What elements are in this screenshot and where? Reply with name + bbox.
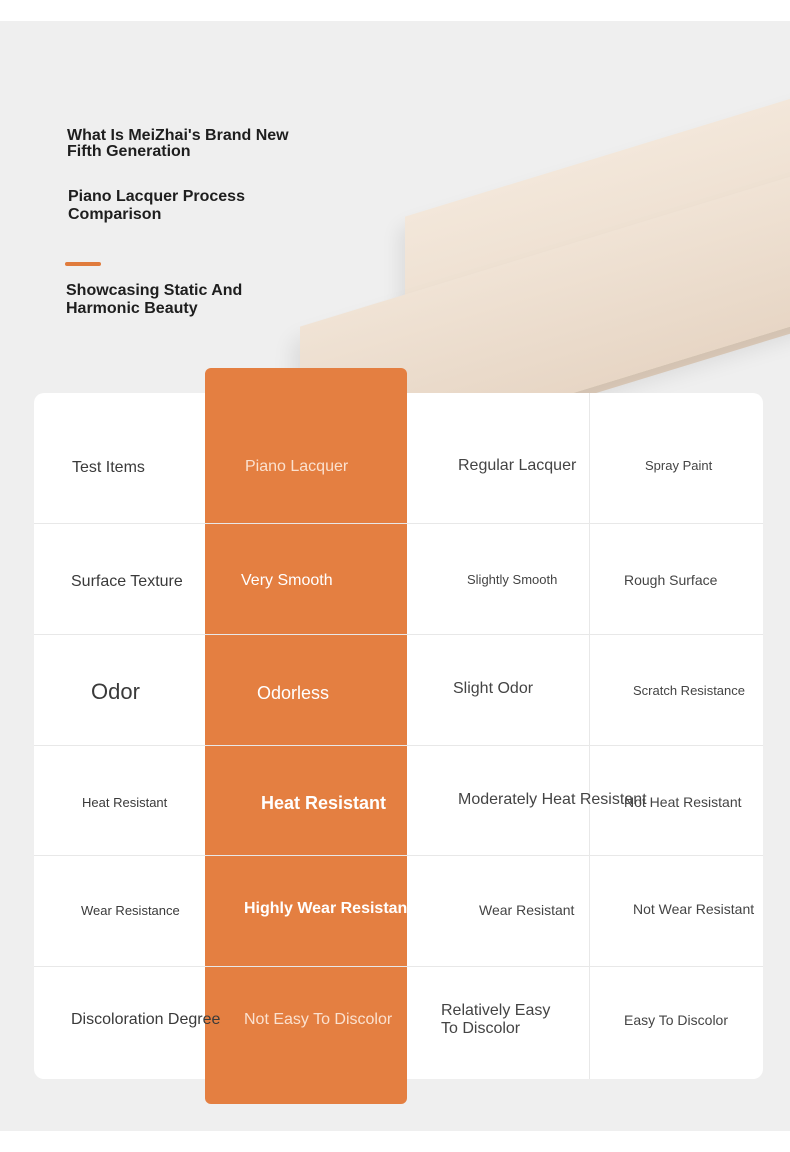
regular-heat-resistant: Moderately Heat Resistant (458, 791, 647, 808)
row-label-wear-resistance: Wear Resistance (81, 903, 180, 918)
intro-tagline-line2: Harmonic Beauty (66, 300, 198, 317)
row-label-heat-resistant: Heat Resistant (82, 795, 168, 810)
spray-heat-resistant: Not Heat Resistant (624, 794, 742, 810)
row-label-odor: Odor (91, 679, 140, 704)
intro-subtitle-line2: Comparison (68, 206, 162, 223)
regular-odor: Slight Odor (453, 680, 534, 697)
intro-subtitle (68, 188, 268, 224)
header-spray-paint: Spray Paint (645, 458, 713, 473)
row-divider (34, 634, 763, 635)
row-divider (34, 966, 763, 967)
regular-discoloration-line2: To Discolor (441, 1020, 521, 1037)
piano-surface-texture: Very Smooth (241, 572, 333, 589)
header-test-items: Test Items (72, 459, 145, 476)
spray-surface-texture: Rough Surface (624, 572, 718, 588)
intro-tagline-line1: Showcasing Static And (66, 282, 243, 299)
row-label-surface-texture: Surface Texture (71, 573, 183, 590)
column-divider (589, 393, 590, 1079)
spray-discoloration: Easy To Discolor (624, 1012, 729, 1028)
intro-tagline (66, 282, 266, 318)
intro-title-line1: What Is MeiZhai's Brand New (67, 127, 289, 144)
row-label-discoloration: Discoloration Degree (71, 1011, 221, 1028)
intro-title (67, 128, 307, 160)
spray-wear-resistance: Not Wear Resistant (633, 901, 755, 917)
spray-odor: Scratch Resistance (633, 683, 745, 698)
piano-discoloration: Not Easy To Discolor (244, 1011, 393, 1028)
intro-title-line2: Fifth Generation (67, 143, 191, 160)
row-divider (34, 523, 763, 524)
header-regular-lacquer: Regular Lacquer (458, 457, 577, 474)
regular-discoloration (441, 1002, 550, 1038)
regular-wear-resistance: Wear Resistant (479, 902, 575, 918)
row-divider (34, 855, 763, 856)
intro-subtitle-line1: Piano Lacquer Process (68, 188, 245, 205)
piano-heat-resistant: Heat Resistant (261, 793, 387, 813)
piano-wear-resistance: Highly Wear Resistant (244, 900, 413, 917)
piano-odor: Odorless (257, 683, 330, 703)
row-divider (34, 745, 763, 746)
accent-divider (65, 262, 101, 266)
piano-lacquer-column (205, 368, 407, 1104)
regular-discoloration-line1: Relatively Easy (441, 1002, 551, 1019)
regular-surface-texture: Slightly Smooth (467, 572, 558, 587)
header-piano-lacquer: Piano Lacquer (245, 458, 349, 475)
